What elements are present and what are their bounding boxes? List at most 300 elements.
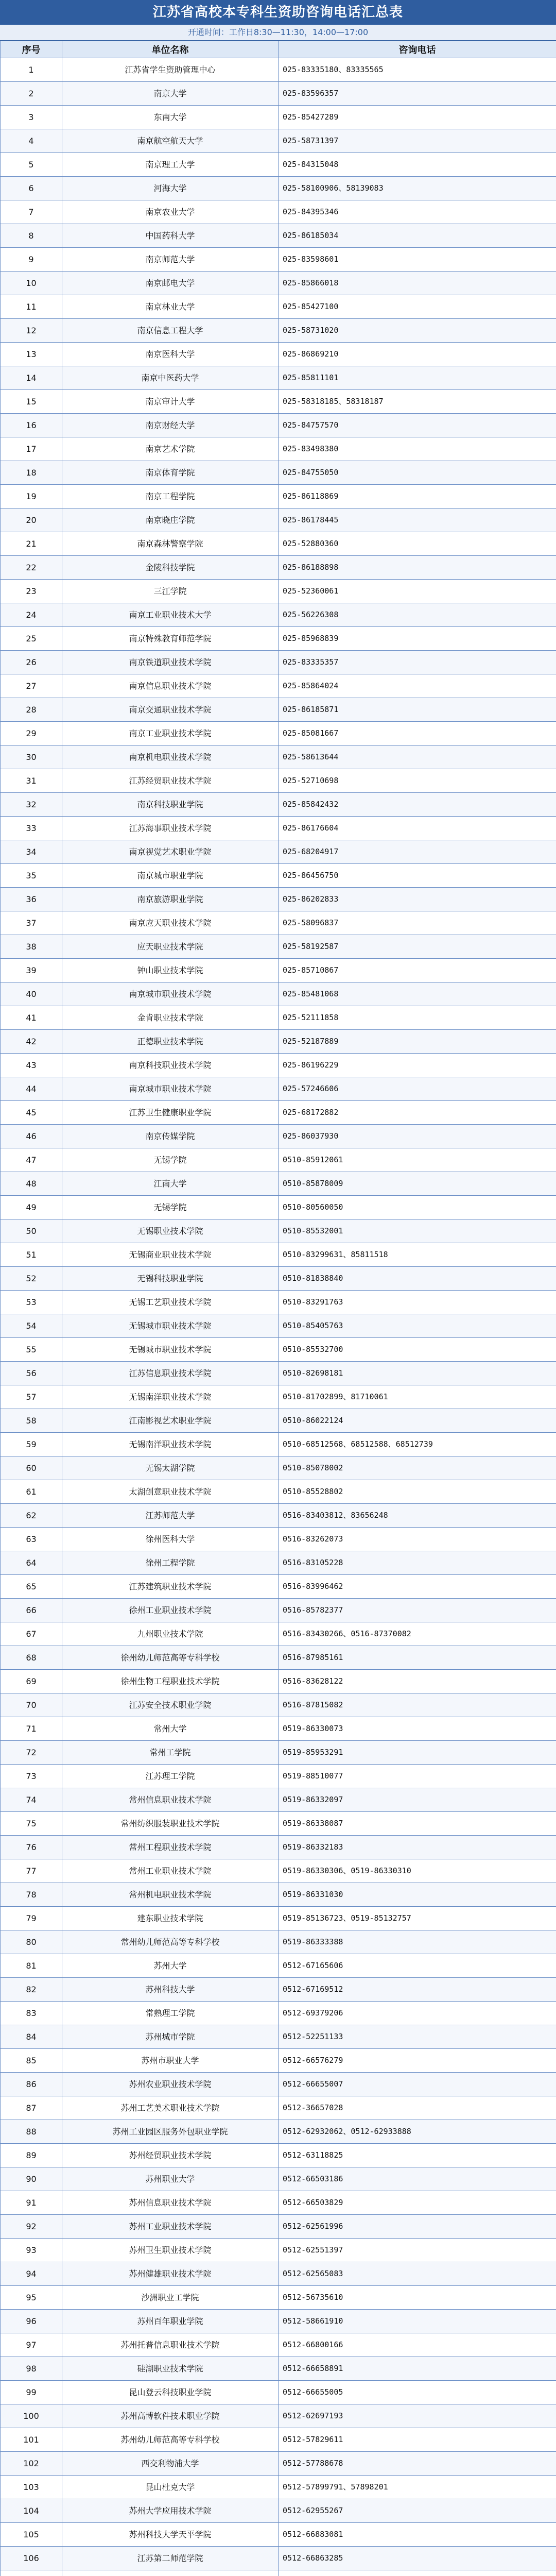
institution-name: 苏州工艺美术职业技术学院 [62, 2096, 279, 2120]
table-row [1, 2357, 556, 2381]
phone-number: 025-83596357 [279, 82, 556, 106]
phone-number: 0512-66503829 [279, 2191, 556, 2215]
institution-name: 无锡城市职业技术学院 [62, 1314, 279, 1338]
row-number: 80 [1, 1930, 62, 1954]
row-number: 45 [1, 1101, 62, 1125]
phone-number: 0512-52251133 [279, 2025, 556, 2049]
institution-name: 苏州职业大学 [62, 2167, 279, 2191]
phone-number: 025-85481068 [279, 982, 556, 1006]
row-number: 39 [1, 959, 62, 982]
phone-number: 025-68172882 [279, 1101, 556, 1125]
table-row [1, 2499, 556, 2523]
phone-number: 0512-62932062、0512-62933888 [279, 2120, 556, 2144]
institution-name: 南京城市职业技术学院 [62, 1077, 279, 1101]
phone-number: 0519-86332183 [279, 1836, 556, 1859]
phone-number: 025-58318185、58318187 [279, 390, 556, 414]
phone-number: 0519-86338087 [279, 1812, 556, 1836]
institution-name: 南京信息职业技术学院 [62, 674, 279, 698]
institution-name: 常州幼儿师范高等专科学校 [62, 1930, 279, 1954]
row-number: 42 [1, 1030, 62, 1054]
phone-number: 0519-86331030 [279, 1883, 556, 1907]
row-number: 100 [1, 2404, 62, 2428]
row-number: 34 [1, 840, 62, 864]
table-row [1, 437, 556, 461]
page-title: 江苏省高校本专科生资助咨询电话汇总表 [0, 0, 556, 25]
institution-name: 江南大学 [62, 1172, 279, 1196]
table-row [1, 1622, 556, 1646]
phone-number [279, 2570, 556, 2576]
row-number: 7 [1, 200, 62, 224]
institution-name: 无锡职业技术学院 [62, 1219, 279, 1243]
phone-number: 0510-81838840 [279, 1267, 556, 1291]
table-row [1, 2547, 556, 2570]
table-row [1, 982, 556, 1006]
row-number: 8 [1, 224, 62, 248]
phone-number: 025-85864024 [279, 674, 556, 698]
table-row [1, 722, 556, 745]
row-number: 79 [1, 1907, 62, 1930]
table-row [1, 1741, 556, 1765]
institution-name: 苏州科技大学 [62, 1978, 279, 2002]
institution-name: 南京艺术学院 [62, 437, 279, 461]
contact-table [0, 41, 556, 2576]
institution-name: 苏州百年职业学院 [62, 2310, 279, 2333]
institution-name: 常熟理工学院 [62, 2002, 279, 2025]
row-number: 9 [1, 248, 62, 272]
row-number: 78 [1, 1883, 62, 1907]
table-row [1, 1788, 556, 1812]
row-number: 61 [1, 1480, 62, 1504]
phone-number: 0512-62565083 [279, 2262, 556, 2286]
row-number: 44 [1, 1077, 62, 1101]
row-number: 55 [1, 1338, 62, 1362]
row-number: 11 [1, 295, 62, 319]
phone-number: 025-85427289 [279, 106, 556, 129]
institution-name: 苏州大学应用技术学院 [62, 2499, 279, 2523]
table-row [1, 1077, 556, 1101]
institution-name: 南京工业职业技术大学 [62, 603, 279, 627]
row-number: 32 [1, 793, 62, 817]
institution-name: 西交利物浦大学 [62, 2452, 279, 2476]
table-row [1, 1930, 556, 1954]
institution-name: 南京铁道职业技术学院 [62, 651, 279, 674]
row-number: 19 [1, 485, 62, 509]
row-number: 84 [1, 2025, 62, 2049]
table-row [1, 1243, 556, 1267]
phone-number: 0516-87985161 [279, 1646, 556, 1670]
institution-name: 硅湖职业技术学院 [62, 2357, 279, 2381]
row-number: 13 [1, 343, 62, 366]
institution-name: 无锡商业职业技术学院 [62, 1243, 279, 1267]
institution-name: 常州工程职业技术学院 [62, 1836, 279, 1859]
table-row [1, 177, 556, 200]
institution-name: 苏州经贸职业技术学院 [62, 2144, 279, 2167]
row-number: 94 [1, 2262, 62, 2286]
table-row [1, 82, 556, 106]
table-row [1, 1219, 556, 1243]
phone-number: 0512-36657028 [279, 2096, 556, 2120]
institution-name: 江苏建筑职业技术学院 [62, 1575, 279, 1599]
row-number: 26 [1, 651, 62, 674]
row-number: 87 [1, 2096, 62, 2120]
phone-number: 0512-56735610 [279, 2286, 556, 2310]
table-row [1, 2523, 556, 2547]
institution-name: 三江学院 [62, 580, 279, 603]
row-number: 99 [1, 2381, 62, 2404]
table-row [1, 2452, 556, 2476]
table-row [1, 1196, 556, 1219]
row-number: 54 [1, 1314, 62, 1338]
row-number: 82 [1, 1978, 62, 2002]
institution-name: 南京机电职业技术学院 [62, 745, 279, 769]
row-number: 23 [1, 580, 62, 603]
row-number: 106 [1, 2547, 62, 2570]
row-number: 12 [1, 319, 62, 343]
row-number: 58 [1, 1409, 62, 1433]
institution-name: 苏州城市学院 [62, 2025, 279, 2049]
row-number: 51 [1, 1243, 62, 1267]
phone-number: 025-84757570 [279, 414, 556, 437]
phone-number: 0510-85078002 [279, 1456, 556, 1480]
table-row [1, 1030, 556, 1054]
table-row [1, 2428, 556, 2452]
table-row [1, 390, 556, 414]
phone-number: 025-56226308 [279, 603, 556, 627]
institution-name: 苏州科技大学天平学院 [62, 2523, 279, 2547]
institution-name: 常州信息职业技术学院 [62, 1788, 279, 1812]
table-row [1, 2120, 556, 2144]
table-row [1, 1054, 556, 1077]
table-row [1, 248, 556, 272]
table-row [1, 793, 556, 817]
institution-name: 徐州生物工程职业技术学院 [62, 1670, 279, 1693]
phone-number: 0510-83291763 [279, 1291, 556, 1314]
table-row [1, 2310, 556, 2333]
institution-name: 苏州健雄职业技术学院 [62, 2262, 279, 2286]
phone-number: 025-85968839 [279, 627, 556, 651]
row-number: 85 [1, 2049, 62, 2073]
phone-number: 025-86869210 [279, 343, 556, 366]
table-row [1, 2167, 556, 2191]
institution-name: 应天职业技术学院 [62, 935, 279, 959]
row-number: 92 [1, 2215, 62, 2239]
table-row [1, 651, 556, 674]
phone-number: 025-57246606 [279, 1077, 556, 1101]
table-row [1, 1670, 556, 1693]
table-row [1, 2049, 556, 2073]
phone-number: 025-86176604 [279, 817, 556, 840]
institution-name: 徐州医科大学 [62, 1528, 279, 1551]
table-row [1, 366, 556, 390]
row-number: 104 [1, 2499, 62, 2523]
table-row [1, 129, 556, 153]
table-row [1, 1338, 556, 1362]
institution-name: 南京城市职业学院 [62, 864, 279, 888]
institution-name: 苏州工业职业技术学院 [62, 2215, 279, 2239]
row-number: 2 [1, 82, 62, 106]
row-number: 5 [1, 153, 62, 177]
phone-number: 0512-66863285 [279, 2547, 556, 2570]
table-row [1, 888, 556, 911]
table-row [1, 556, 556, 580]
table-row [1, 1693, 556, 1717]
phone-number: 025-83598601 [279, 248, 556, 272]
institution-name: 苏州市职业大学 [62, 2049, 279, 2073]
row-number: 3 [1, 106, 62, 129]
institution-name: 江苏安全技术职业学院 [62, 1693, 279, 1717]
institution-name: 无锡城市职业技术学院 [62, 1338, 279, 1362]
institution-name: 南京特殊教育师范学院 [62, 627, 279, 651]
phone-number: 025-86185871 [279, 698, 556, 722]
table-row [1, 1907, 556, 1930]
phone-number: 025-84315048 [279, 153, 556, 177]
row-number: 75 [1, 1812, 62, 1836]
table-header-row [1, 41, 556, 58]
phone-number: 0516-85782377 [279, 1599, 556, 1622]
row-number: 57 [1, 1385, 62, 1409]
institution-name: 南京工业职业技术学院 [62, 722, 279, 745]
table-row [1, 745, 556, 769]
table-row [1, 1125, 556, 1148]
phone-number: 0510-82698181 [279, 1362, 556, 1385]
institution-name: 南京中医药大学 [62, 366, 279, 390]
phone-number: 025-68204917 [279, 840, 556, 864]
institution-name: 建东职业技术学院 [62, 1907, 279, 1930]
institution-name: 南京传媒学院 [62, 1125, 279, 1148]
row-number: 6 [1, 177, 62, 200]
table-row [1, 1836, 556, 1859]
phone-number: 025-85710867 [279, 959, 556, 982]
row-number: 64 [1, 1551, 62, 1575]
table-row [1, 1385, 556, 1409]
table-row [1, 224, 556, 248]
institution-name: 南京应天职业技术学院 [62, 911, 279, 935]
institution-name: 南京信息工程大学 [62, 319, 279, 343]
phone-number: 0510-85532001 [279, 1219, 556, 1243]
table-row [1, 1812, 556, 1836]
institution-name: 无锡学院 [62, 1148, 279, 1172]
row-number: 66 [1, 1599, 62, 1622]
table-row [1, 840, 556, 864]
table-row [1, 1765, 556, 1788]
phone-number: 025-85866018 [279, 272, 556, 295]
row-number: 35 [1, 864, 62, 888]
row-number: 90 [1, 2167, 62, 2191]
table-row [1, 1433, 556, 1456]
row-number: 17 [1, 437, 62, 461]
institution-name: 中国药科大学 [62, 224, 279, 248]
table-row [1, 200, 556, 224]
row-number: 76 [1, 1836, 62, 1859]
row-number: 24 [1, 603, 62, 627]
row-number: 22 [1, 556, 62, 580]
table-row [1, 272, 556, 295]
phone-number: 025-86188898 [279, 556, 556, 580]
phone-number: 0510-68512568、68512588、68512739 [279, 1433, 556, 1456]
institution-name: 徐州工程学院 [62, 1551, 279, 1575]
row-number: 49 [1, 1196, 62, 1219]
institution-name: 苏州卫生职业技术学院 [62, 2239, 279, 2262]
institution-name: 南京交通职业技术学院 [62, 698, 279, 722]
phone-number: 0519-86330306、0519-86330310 [279, 1859, 556, 1883]
table-row [1, 2096, 556, 2120]
institution-name: 苏州工业园区服务外包职业学院 [62, 2120, 279, 2144]
row-number: 68 [1, 1646, 62, 1670]
institution-name: 江苏经贸职业技术学院 [62, 769, 279, 793]
institution-name: 昆山登云科技职业学院 [62, 2381, 279, 2404]
row-number: 97 [1, 2333, 62, 2357]
row-number: 40 [1, 982, 62, 1006]
institution-name: 金肯职业技术学院 [62, 1006, 279, 1030]
table-row [1, 864, 556, 888]
phone-number: 025-85811101 [279, 366, 556, 390]
table-row [1, 1954, 556, 1978]
row-number: 77 [1, 1859, 62, 1883]
row-number: 30 [1, 745, 62, 769]
institution-name: 南京师范大学 [62, 248, 279, 272]
table-row [1, 2381, 556, 2404]
row-number: 105 [1, 2523, 62, 2547]
phone-number: 0510-81702899、81710061 [279, 1385, 556, 1409]
phone-number: 0510-83299631、85811518 [279, 1243, 556, 1267]
phone-number: 025-52880360 [279, 532, 556, 556]
phone-number: 0510-86022124 [279, 1409, 556, 1433]
phone-number: 0510-85878009 [279, 1172, 556, 1196]
row-number: 65 [1, 1575, 62, 1599]
institution-name: 南京邮电大学 [62, 272, 279, 295]
phone-number: 025-85842432 [279, 793, 556, 817]
table-row [1, 1504, 556, 1528]
row-number: 56 [1, 1362, 62, 1385]
institution-name: 常州工学院 [62, 1741, 279, 1765]
phone-number: 025-58096837 [279, 911, 556, 935]
header-phone: 咨询电话 [279, 41, 556, 58]
institution-name: 无锡南洋职业技术学院 [62, 1385, 279, 1409]
institution-name: 江苏理工学院 [62, 1765, 279, 1788]
table-row [1, 1267, 556, 1291]
phone-number: 0512-66658891 [279, 2357, 556, 2381]
row-number: 16 [1, 414, 62, 437]
row-number: 14 [1, 366, 62, 390]
phone-number: 025-84755050 [279, 461, 556, 485]
row-number: 86 [1, 2073, 62, 2096]
phone-number: 0512-57788678 [279, 2452, 556, 2476]
institution-name: 南京理工大学 [62, 153, 279, 177]
table-row [1, 1456, 556, 1480]
phone-number: 0512-57899791、57898201 [279, 2476, 556, 2499]
row-number: 60 [1, 1456, 62, 1480]
phone-number: 025-86456750 [279, 864, 556, 888]
phone-number: 0516-83262073 [279, 1528, 556, 1551]
row-number: 52 [1, 1267, 62, 1291]
table-row [1, 58, 556, 82]
institution-name: 常州工业职业技术学院 [62, 1859, 279, 1883]
table-row [1, 1362, 556, 1385]
table-row [1, 485, 556, 509]
institution-name: 南京审计大学 [62, 390, 279, 414]
phone-number: 025-52360061 [279, 580, 556, 603]
institution-name [62, 2570, 279, 2576]
institution-name: 南京大学 [62, 82, 279, 106]
phone-number: 025-86037930 [279, 1125, 556, 1148]
row-number: 71 [1, 1717, 62, 1741]
row-number: 25 [1, 627, 62, 651]
phone-number: 0519-86330073 [279, 1717, 556, 1741]
table-row [1, 1006, 556, 1030]
institution-name: 南京旅游职业学院 [62, 888, 279, 911]
row-number: 73 [1, 1765, 62, 1788]
table-row [1, 1859, 556, 1883]
table-row [1, 1314, 556, 1338]
row-number: 53 [1, 1291, 62, 1314]
phone-number: 025-83335357 [279, 651, 556, 674]
institution-name: 南京晓庄学院 [62, 509, 279, 532]
table-row [1, 1101, 556, 1125]
phone-number: 025-83335180、83335565 [279, 58, 556, 82]
phone-number: 0512-67169512 [279, 1978, 556, 2002]
table-row [1, 1551, 556, 1575]
institution-name: 南京城市职业技术学院 [62, 982, 279, 1006]
phone-number: 0516-83430266、0516-87370082 [279, 1622, 556, 1646]
institution-name: 江苏省学生资助管理中心 [62, 58, 279, 82]
phone-number: 0519-86332097 [279, 1788, 556, 1812]
institution-name: 无锡学院 [62, 1196, 279, 1219]
table-row [1, 319, 556, 343]
institution-name: 南京航空航天大学 [62, 129, 279, 153]
phone-number: 0510-80560050 [279, 1196, 556, 1219]
row-number: 15 [1, 390, 62, 414]
row-number: 62 [1, 1504, 62, 1528]
institution-name: 南京科技职业学院 [62, 793, 279, 817]
phone-number: 0512-66655007 [279, 2073, 556, 2096]
table-row [1, 1528, 556, 1551]
row-number: 29 [1, 722, 62, 745]
institution-name: 南京科技职业技术学院 [62, 1054, 279, 1077]
table-body [1, 58, 556, 2576]
phone-number: 0512-66883081 [279, 2523, 556, 2547]
phone-number: 0516-87815082 [279, 1693, 556, 1717]
institution-name: 江苏第二师范学院 [62, 2547, 279, 2570]
row-number: 4 [1, 129, 62, 153]
row-number: 95 [1, 2286, 62, 2310]
row-number: 101 [1, 2428, 62, 2452]
table-row [1, 532, 556, 556]
table-row [1, 295, 556, 319]
institution-name: 苏州农业职业技术学院 [62, 2073, 279, 2096]
phone-number: 0516-83628122 [279, 1670, 556, 1693]
institution-name: 常州机电职业技术学院 [62, 1883, 279, 1907]
table-row [1, 1646, 556, 1670]
institution-name: 南京财经大学 [62, 414, 279, 437]
phone-number: 0512-58661910 [279, 2310, 556, 2333]
table-row [1, 343, 556, 366]
institution-name: 苏州幼儿师范高等专科学校 [62, 2428, 279, 2452]
institution-name: 苏州高博软件技术职业学院 [62, 2404, 279, 2428]
row-number: 98 [1, 2357, 62, 2381]
phone-number: 025-52111858 [279, 1006, 556, 1030]
phone-number: 025-84395346 [279, 200, 556, 224]
row-number: 83 [1, 2002, 62, 2025]
institution-name: 昆山杜克大学 [62, 2476, 279, 2499]
institution-name: 无锡南洋职业技术学院 [62, 1433, 279, 1456]
institution-name: 江南影视艺术职业学院 [62, 1409, 279, 1433]
institution-name: 无锡科技职业学院 [62, 1267, 279, 1291]
table-row [1, 2476, 556, 2499]
institution-name: 南京医科大学 [62, 343, 279, 366]
phone-number: 025-58731020 [279, 319, 556, 343]
institution-name: 江苏师范大学 [62, 1504, 279, 1528]
table-row [1, 580, 556, 603]
